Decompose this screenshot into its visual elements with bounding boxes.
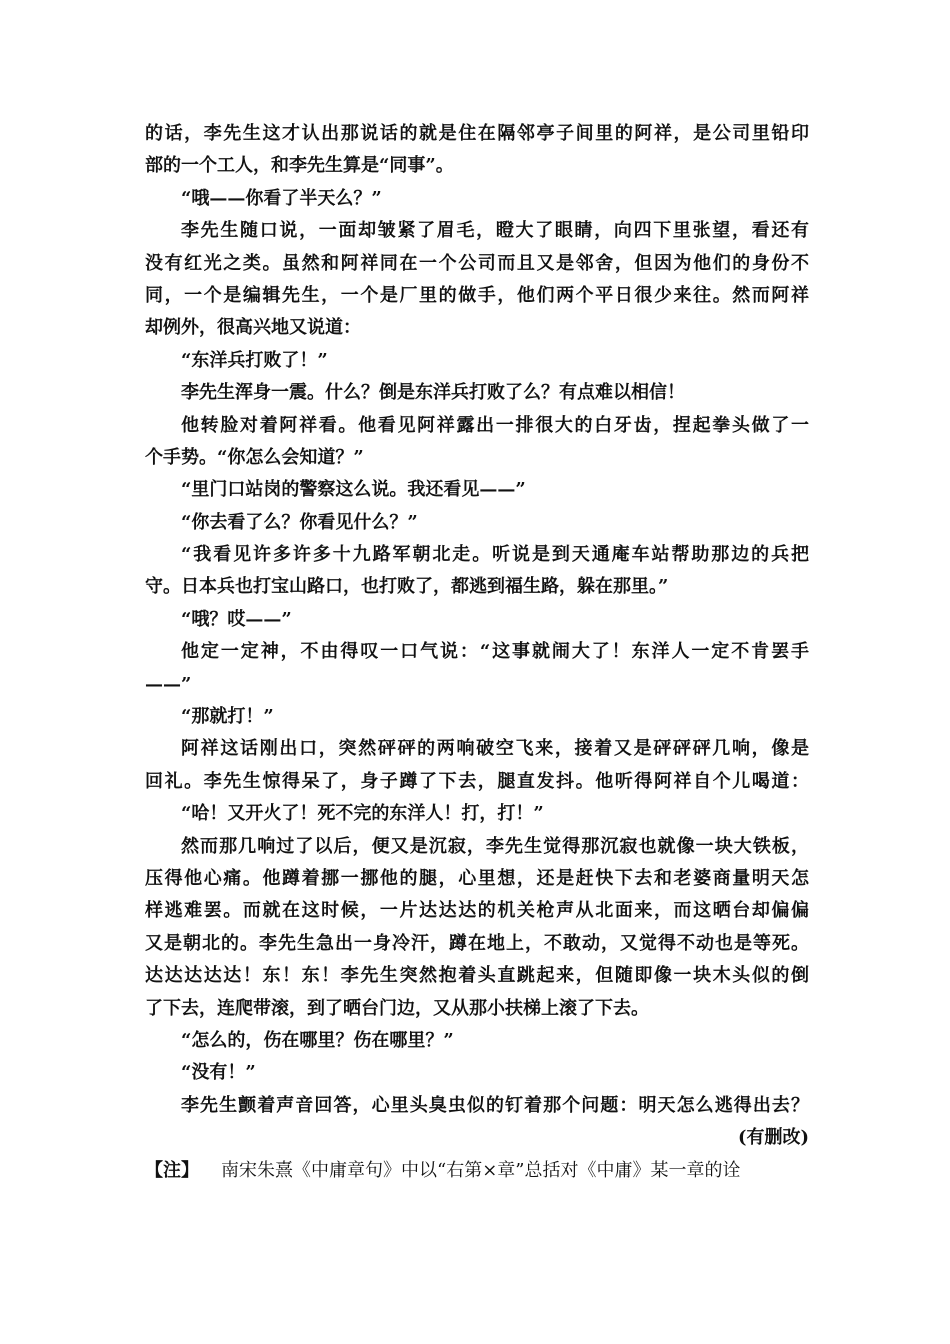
text-line-13: “你去看了么？你看见什么？” xyxy=(181,511,418,533)
text-line-15: 守。日本兵也打宝山路口，也打败了，都逃到福生路，躲在那里。” xyxy=(145,576,669,598)
text-line-19: “那就打！” xyxy=(181,706,274,728)
text-line-27: 达达达达达！东！东！李先生突然抱着头直跳起来，但随即像一块木头似的倒 xyxy=(145,965,809,987)
text-line-18: ——” xyxy=(145,673,192,695)
text-line-8: “东洋兵打败了！” xyxy=(181,349,328,371)
text-line-10: 他转脸对着阿祥看。他看见阿祥露出一排很大的白牙齿，捏起拳头做了一 xyxy=(181,414,809,436)
footnote-label: 【注】 xyxy=(145,1159,199,1181)
text-line-2: 部的一个工人，和李先生算是“同事”。 xyxy=(145,155,454,177)
text-line-12: “里门口站岗的警察这么说。我还看见——” xyxy=(181,479,526,501)
text-line-22: “哈！又开火了！死不完的东洋人！打，打！” xyxy=(181,803,544,825)
text-line-7: 却例外，很高兴地又说道： xyxy=(145,317,361,339)
text-line-1: 的话，李先生这才认出那说话的就是住在隔邻亭子间里的阿祥，是公司里铅印 xyxy=(145,123,809,144)
text-line-14: “我看见许多许多十九路军朝北走。听说是到天通庵车站帮助那边的兵把 xyxy=(181,544,809,566)
text-line-29: “怎么的，伤在哪里？伤在哪里？” xyxy=(181,1029,454,1051)
text-line-26: 又是朝北的。李先生急出一身冷汗，蹲在地上，不敢动，又觉得不动也是等死。 xyxy=(145,932,809,954)
footnote xyxy=(145,1155,809,1187)
text-line-28: 了下去，连爬带滚，到了晒台门边，又从那小扶梯上滚了下去。 xyxy=(145,997,649,1019)
text-line-17: 他定一定神，不由得叹一口气说：“这事就闹大了！东洋人一定不肯罢手 xyxy=(181,641,809,663)
text-line-23: 然而那几响过了以后，便又是沉寂，李先生觉得那沉寂也就像一块大铁板， xyxy=(181,835,809,857)
text-line-4: 李先生随口说，一面却皱紧了眉毛，瞪大了眼睛，向四下里张望，看还有 xyxy=(181,220,809,242)
text-line-24: 压得他心痛。他蹲着挪一挪他的腿，心里想，还是赶快下去和老婆商量明天怎 xyxy=(145,867,809,889)
text-line-3: “哦——你看了半天么？” xyxy=(181,187,382,209)
text-line-9: 李先生浑身一震。什么？倒是东洋兵打败了么？有点难以相信！ xyxy=(181,382,685,404)
footnote-text: 南宋朱熹《中庸章句》中以“右第×章”总括对《中庸》某一章的诠 xyxy=(221,1159,741,1181)
article-body xyxy=(145,118,809,1187)
text-line-25: 样逃难罢。而就在这时候，一片达达达的机关枪声从北面来，而这晒台却偏偏 xyxy=(145,900,809,922)
text-line-16: “哦？哎——” xyxy=(181,608,292,630)
text-line-20: 阿祥这话刚出口，突然砰砰的两响破空飞来，接着又是砰砰砰几响，像是 xyxy=(181,738,809,760)
source-credit: (有删改) xyxy=(737,1127,809,1149)
text-line-21: 回礼。李先生惊得呆了，身子蹲了下去，腿直发抖。他听得阿祥自个儿喝道： xyxy=(145,770,809,792)
text-line-30: “没有！” xyxy=(181,1062,256,1084)
text-line-11: 个手势。“你怎么会知道？” xyxy=(145,446,364,468)
text-line-31: 李先生颤着声音回答，心里头臭虫似的钉着那个问题：明天怎么逃得出去？ xyxy=(181,1094,809,1116)
text-line-6: 同，一个是编辑先生，一个是厂里的做手，他们两个平日很少来往。然而阿祥 xyxy=(145,284,809,306)
text-line-5: 没有红光之类。虽然和阿祥同在一个公司而且又是邻舍，但因为他们的身份不 xyxy=(145,252,809,274)
